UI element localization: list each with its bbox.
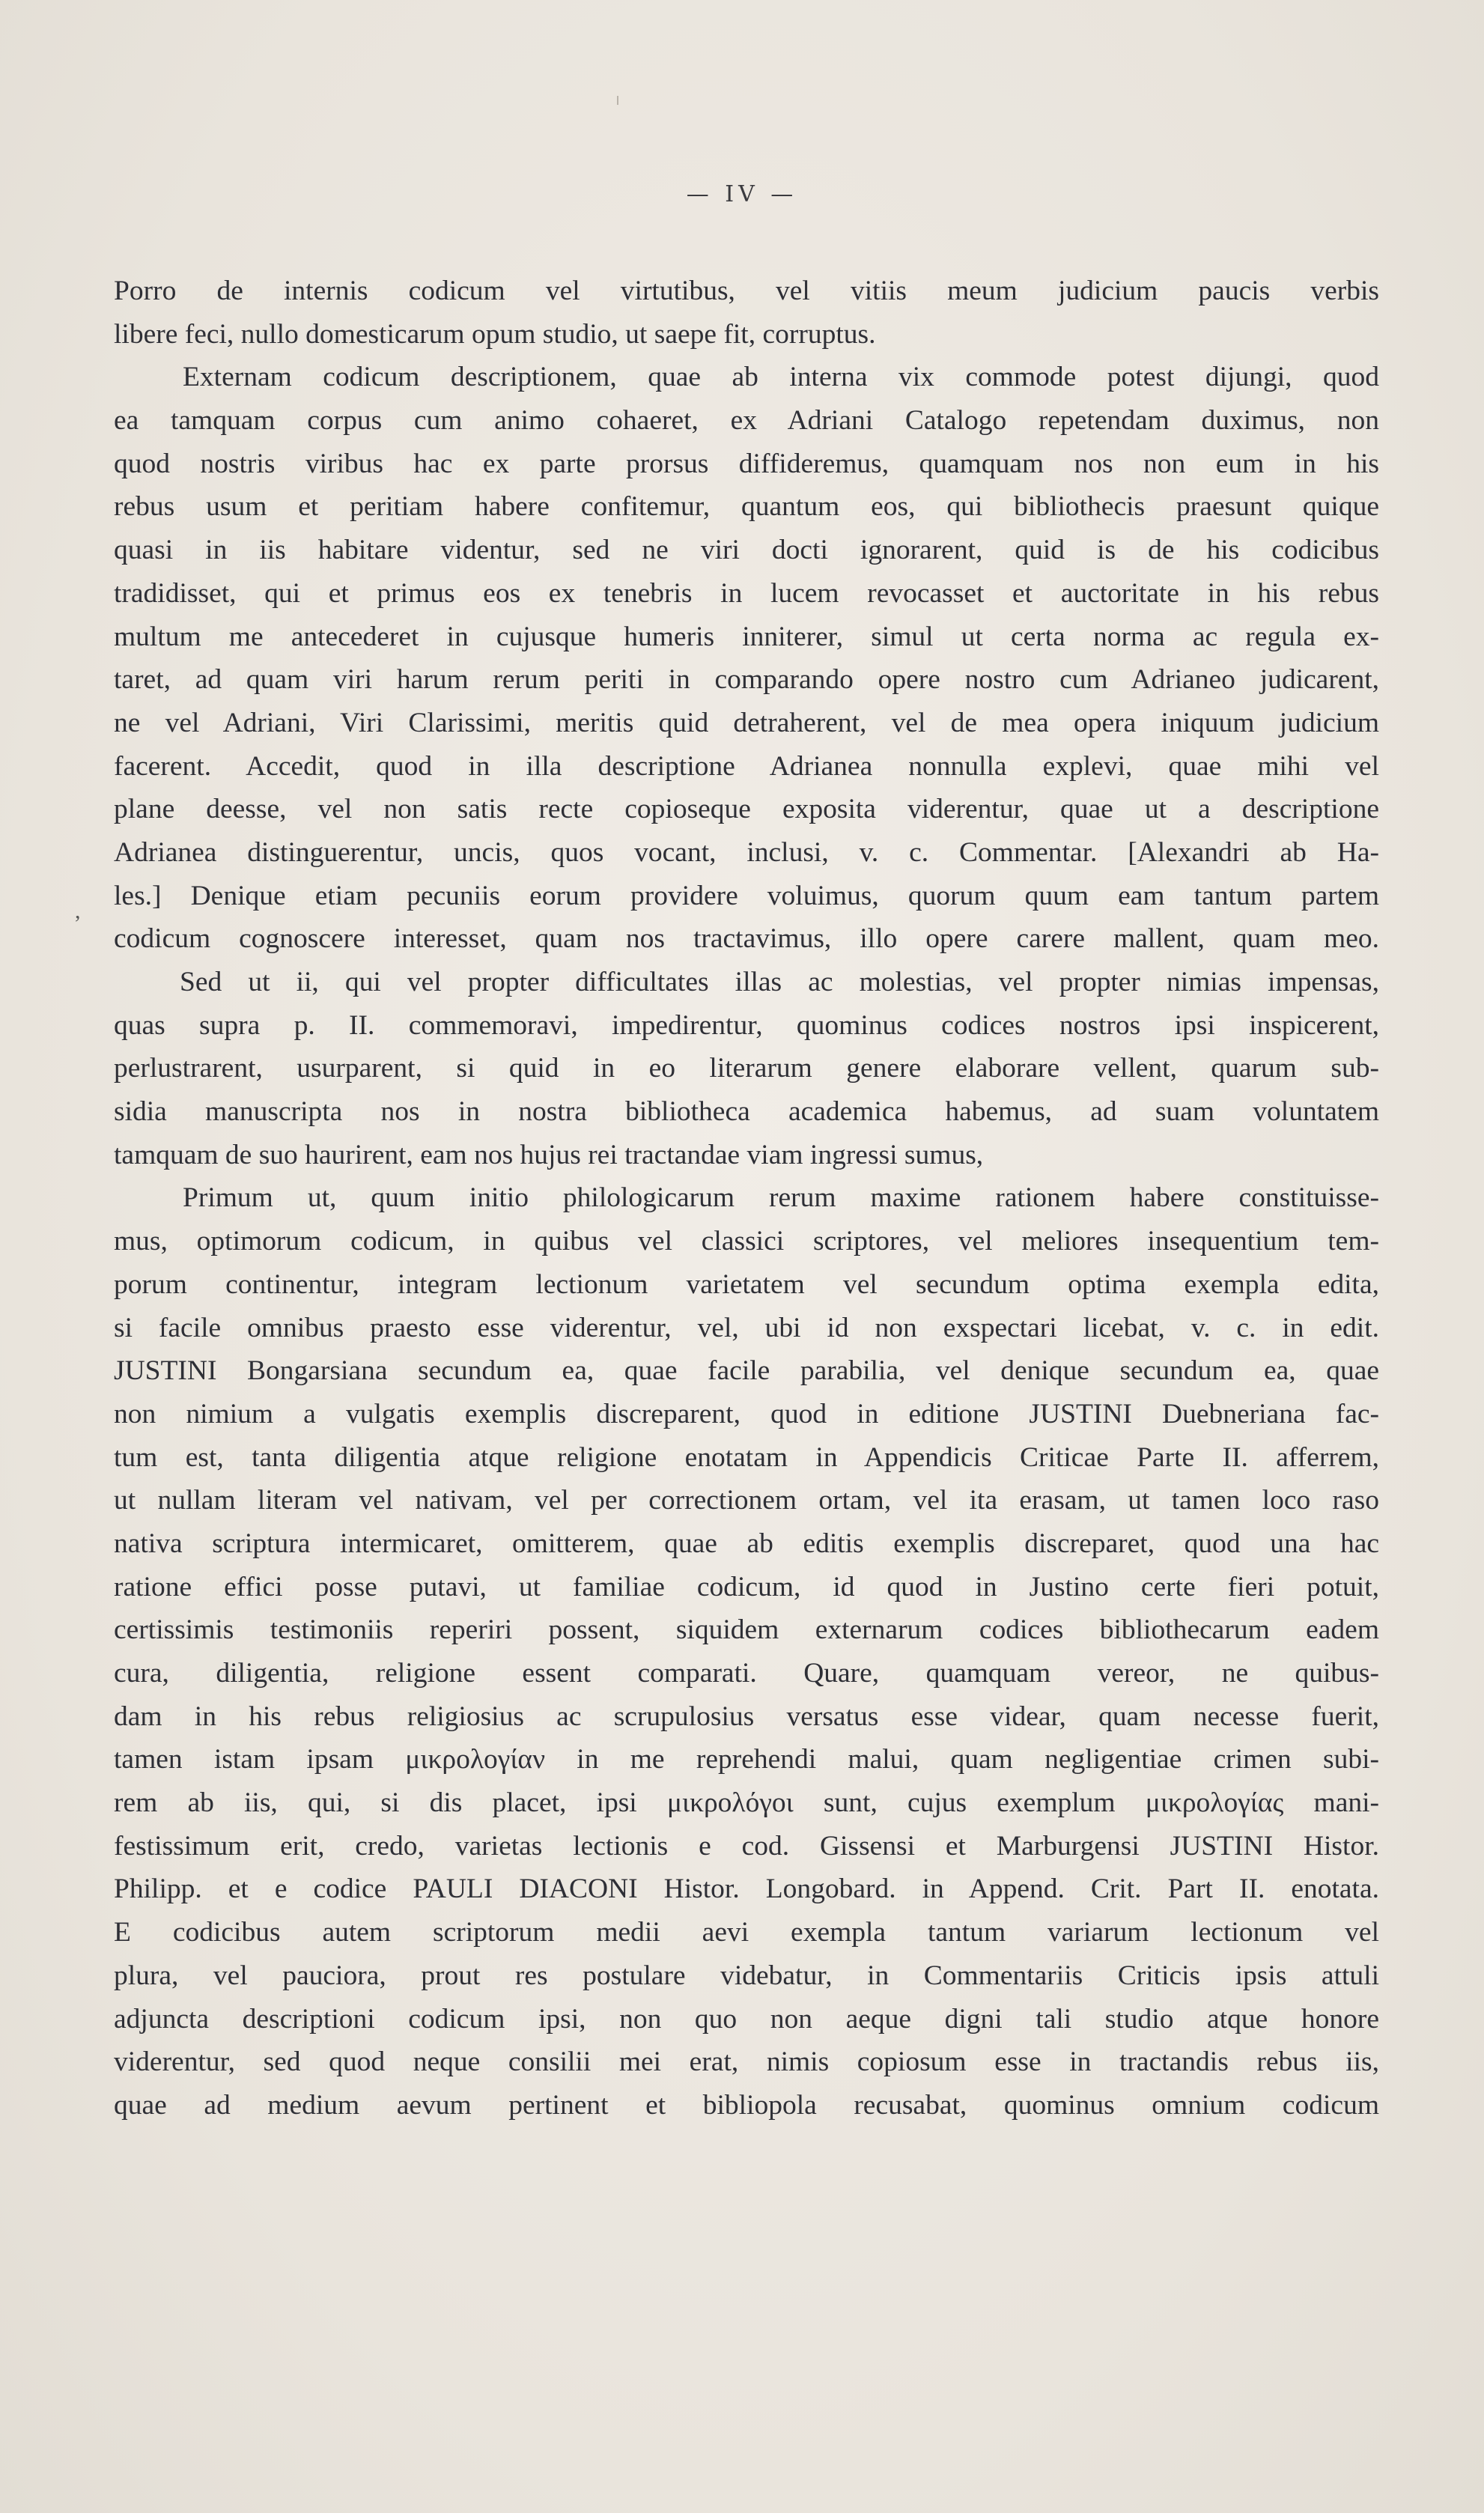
text-line: quae ad medium aevum pertinent et bibliopola recusabat, quominus omnium codicum xyxy=(114,2089,1379,2121)
text-line: festissimum erit, credo, varietas lectionis e cod. Gissensi et Marburgensi JUSTINI Histor. xyxy=(114,1830,1379,1862)
text-line: ne vel Adriani, Viri Clarissimi, meritis quid detraherent, vel de mea opera iniquum judicium xyxy=(114,707,1379,738)
text-line: rebus usum et peritiam habere confitemur, quantum eos, qui bibliothecis praesunt quique xyxy=(114,491,1379,523)
text-line: dam in his rebus religiosius ac scrupulosius versatus esse videar, quam necesse fuerit, xyxy=(114,1701,1379,1732)
text-line: taret, ad quam viri harum rerum periti in comparando opere nostro cum Adrianeo judicarent, xyxy=(114,664,1379,696)
body-text xyxy=(114,270,1379,2127)
text-line: multum me antecederet in cujusque humeris inniterer, simul ut certa norma ac regula ex- xyxy=(114,621,1379,652)
text-line: quod nostris viribus hac ex parte prorsus diffideremus, quamquam nos non eum in his xyxy=(114,448,1379,479)
text-line: viderentur, sed quod neque consilii mei erat, nimis copiosum esse in tractandis rebus iis, xyxy=(114,2046,1379,2078)
page-number: — IV — xyxy=(686,181,798,207)
text-line: si facile omnibus praesto esse viderentur, vel, ubi id non exspectari licebat, v. c. in edit. xyxy=(114,1312,1379,1343)
text-line: rem ab iis, qui, si dis placet, ipsi μικρολόγοι sunt, cujus exemplum μικρολογίας mani- xyxy=(114,1787,1379,1819)
text-line: perlustrarent, usurparent, si quid in eo literarum genere elaborare vellent, quarum sub- xyxy=(114,1053,1379,1084)
text-line: cura, diligentia, religione essent comparati. Quare, quamquam vereor, ne quibus- xyxy=(114,1658,1379,1689)
text-line: plura, vel pauciora, prout res postulare videbatur, in Commentariis Criticis ipsis attuli xyxy=(114,1960,1379,1991)
text-line: quas supra p. II. commemoravi, impedirentur, quominus codices nostros ipsi inspicerent, xyxy=(114,1009,1379,1041)
text-line: Sed ut ii, qui vel propter difficultates illas ac molestias, vel propter nimias impensas, xyxy=(180,967,1379,997)
text-line: non nimium a vulgatis exemplis discreparent, quod in editione JUSTINI Duebneriana fac- xyxy=(114,1398,1379,1429)
text-line: libere feci, nullo domesticarum opum studio, ut saepe fit, corruptus. xyxy=(114,318,876,350)
text-line: Philipp. et e codice PAULI DIACONI Histor. Longobard. in Append. Crit. Part II. enotata. xyxy=(114,1874,1379,1905)
text-line: E codicibus autem scriptorum medii aevi exempla tantum variarum lectionum vel xyxy=(114,1917,1379,1948)
text-line: certissimis testimoniis reperiri possent, siquidem externarum codices bibliothecarum eadem xyxy=(114,1614,1379,1646)
text-line: les.] Denique etiam pecuniis eorum providere voluimus, quorum quum eam tantum partem xyxy=(114,880,1379,911)
text-line: quasi in iis habitare videntur, sed ne viri docti ignorarent, quid is de his codicibus xyxy=(114,535,1379,566)
text-line: Porro de internis codicum vel virtutibus, vel vitiis meum judicium paucis verbis xyxy=(114,276,1379,306)
text-line: tradidisset, qui et primus eos ex tenebris in lucem revocasset et auctoritate in his rebus xyxy=(114,577,1379,609)
text-line: tamquam de suo haurirent, eam nos hujus rei tractandae viam ingressi sumus, xyxy=(114,1139,984,1170)
text-line: ea tamquam corpus cum animo cohaeret, ex Adriani Catalogo repetendam duximus, non xyxy=(114,405,1379,437)
text-line: nativa scriptura intermicaret, omitterem, quae ab editis exemplis discreparet, quod una hac xyxy=(114,1528,1379,1559)
text-line: sidia manuscripta nos in nostra bibliotheca academica habemus, ad suam voluntatem xyxy=(114,1096,1379,1128)
page-mark xyxy=(617,96,618,105)
text-line: facerent. Accedit, quod in illa descriptione Adrianea nonnulla explevi, quae mihi vel xyxy=(114,750,1379,782)
text-line: mus, optimorum codicum, in quibus vel classici scriptores, vel meliores insequentium tem- xyxy=(114,1226,1379,1257)
text-line: tamen istam ipsam μικρολογίαν in me reprehendi malui, quam negligentiae crimen subi- xyxy=(114,1744,1379,1775)
text-line: adjuncta descriptioni codicum ipsi, non quo non aeque digni tali studio atque honore xyxy=(114,2003,1379,2035)
text-line: tum est, tanta diligentia atque religione enotatam in Appendicis Criticae Parte II. afferrem, xyxy=(114,1441,1379,1473)
text-line: plane deesse, vel non satis recte copioseque exposita viderentur, quae ut a descriptione xyxy=(114,794,1379,825)
text-line: Adrianea distinguerentur, uncis, quos vocant, inclusi, v. c. Commentar. [Alexandri ab Ha- xyxy=(114,836,1379,868)
text-line: ratione effici posse putavi, ut familiae codicum, id quod in Justino certe fieri potuit, xyxy=(114,1571,1379,1602)
text-line: ut nullam literam vel nativam, vel per correctionem ortam, vel ita erasam, ut tamen loco raso xyxy=(114,1485,1379,1516)
text-line: Externam codicum descriptionem, quae ab interna vix commode potest dijungi, quod xyxy=(183,362,1379,393)
text-line: porum continentur, integram lectionum varietatem vel secundum optima exempla edita, xyxy=(114,1268,1379,1300)
text-line: codicum cognoscere interesset, quam nos tractavimus, illo opere carere mallent, quam meo. xyxy=(114,923,1379,955)
text-line: JUSTINI Bongarsiana secundum ea, quae facile parabilia, vel denique secundum ea, quae xyxy=(114,1355,1379,1387)
margin-mark: , xyxy=(75,899,81,923)
text-line: Primum ut, quum initio philologicarum rerum maxime rationem habere constituisse- xyxy=(183,1182,1379,1214)
